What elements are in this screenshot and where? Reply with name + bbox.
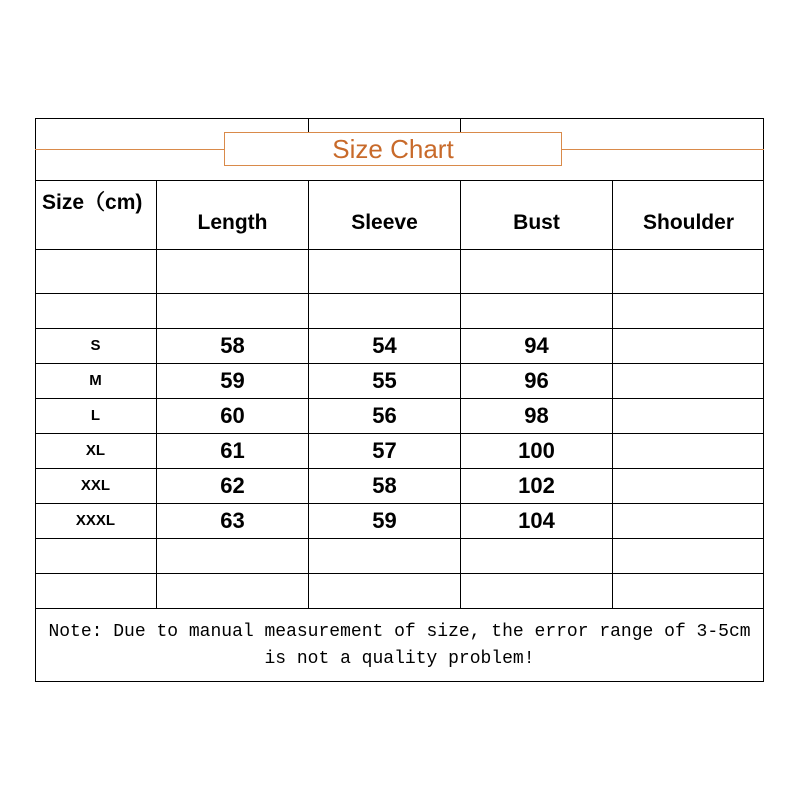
bust-cell: 102: [518, 472, 555, 498]
table-top-border: [35, 118, 764, 119]
shoulder-cell: [613, 503, 764, 538]
sleeve-cell: 55: [372, 367, 397, 393]
bust-cell: 98: [524, 402, 549, 428]
size-column-header: Size（cm): [42, 191, 143, 214]
sleeve-cell: 57: [372, 437, 397, 463]
shoulder-cell: [613, 363, 764, 398]
size-cell: M: [89, 372, 102, 389]
bust-cell: 104: [518, 507, 555, 533]
bust-column-header: Bust: [513, 210, 560, 234]
length-cell: 61: [220, 437, 245, 463]
measurement-note: Note: Due to manual measurement of size, the error range of 3-5cm is not a quality problem!: [48, 621, 751, 669]
shoulder-cell: [613, 468, 764, 503]
shoulder-column-header: Shoulder: [642, 210, 734, 234]
size-cell: XL: [85, 442, 106, 459]
bust-cell: 94: [524, 332, 549, 358]
title-divider-1: [308, 118, 309, 132]
grid-line: [35, 538, 764, 539]
size-cell: S: [90, 337, 101, 354]
size-cell: L: [90, 407, 101, 424]
sleeve-cell: 59: [372, 507, 397, 533]
length-cell: 59: [220, 367, 245, 393]
length-cell: 63: [220, 507, 245, 533]
grid-line: [35, 293, 764, 294]
sleeve-cell: 58: [372, 472, 397, 498]
shoulder-cell: [613, 398, 764, 433]
bust-cell: 100: [518, 437, 555, 463]
sleeve-cell: 54: [372, 332, 397, 358]
shoulder-cell: [613, 328, 764, 363]
grid-line: [35, 573, 764, 574]
size-chart-table: [35, 118, 764, 682]
length-cell: 58: [220, 332, 245, 358]
sleeve-column-header: Sleeve: [351, 210, 418, 234]
chart-title: Size Chart: [224, 132, 562, 166]
bust-cell: 96: [524, 367, 549, 393]
size-cell: XXXL: [75, 512, 116, 529]
size-cell: XXL: [80, 477, 111, 494]
shoulder-cell: [613, 433, 764, 468]
title-rule-right: [562, 149, 764, 150]
title-divider-2: [460, 118, 461, 132]
title-rule-left: [35, 149, 225, 150]
length-cell: 60: [220, 402, 245, 428]
length-column-header: Length: [197, 210, 268, 234]
length-cell: 62: [220, 472, 245, 498]
sleeve-cell: 56: [372, 402, 397, 428]
